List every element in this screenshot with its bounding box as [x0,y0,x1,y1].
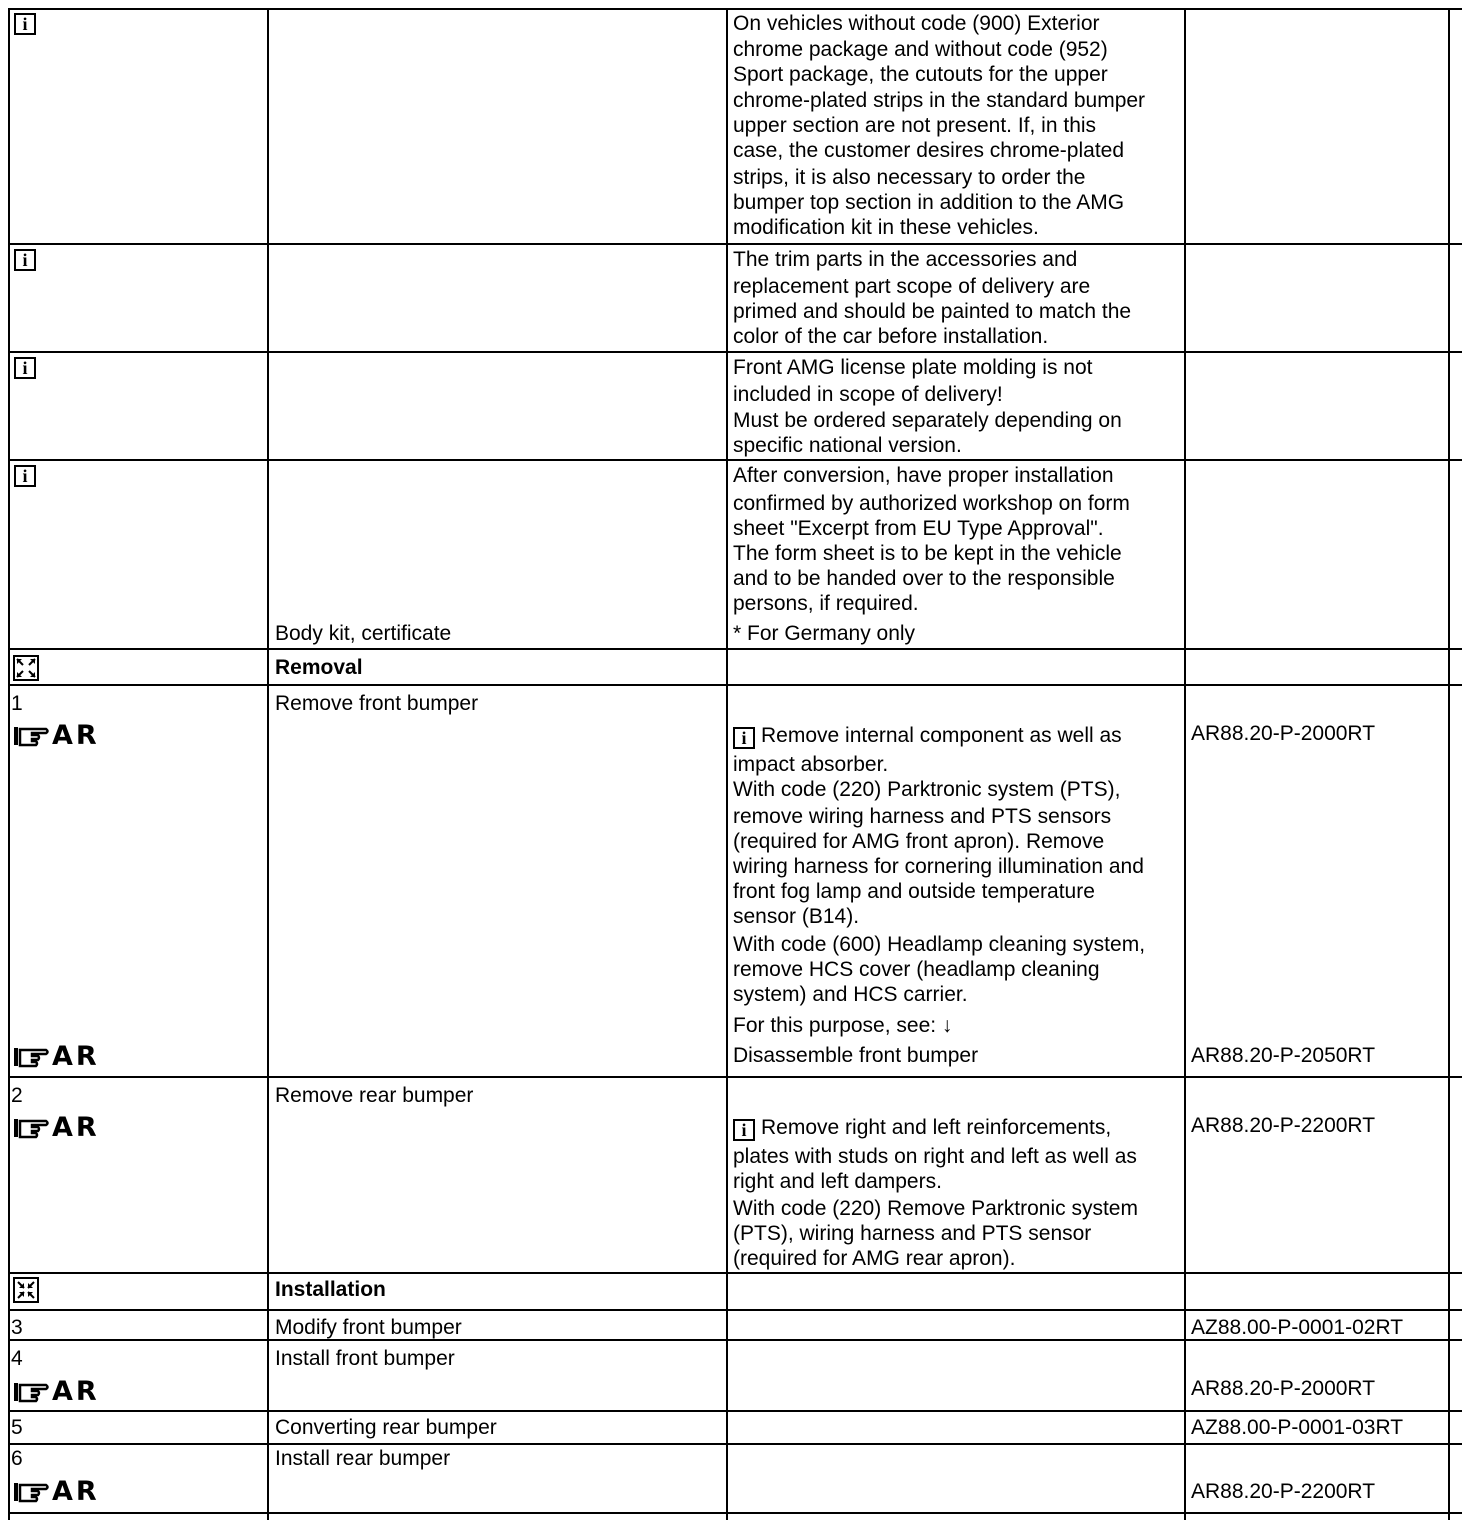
text-line: sheet "Excerpt from EU Type Approval". [733,517,1104,540]
text-line: chrome package and without code (952) [733,38,1108,61]
step-number: 6 [11,1447,23,1470]
text-line-content: Remove internal component as well as [761,724,1122,747]
reference-code: AZ88.00-P-0001-03RT [1191,1416,1404,1439]
text-line: impact absorber. [733,753,889,776]
ar-reference-marker [12,1112,100,1144]
ar-reference-marker [12,1476,100,1508]
info-icon: i [733,727,755,749]
ar-label: AR [52,1041,100,1072]
text-line: included in scope of delivery! [733,383,1003,406]
ar-reference-marker [12,1376,100,1408]
text-line: Sport package, the cutouts for the upper [733,63,1108,86]
text-line: remove HCS cover (headlamp cleaning [733,958,1100,981]
reference-code: AR88.20-P-2000RT [1191,1377,1376,1400]
text-line: confirmed by authorized workshop on form [733,492,1130,515]
row-divider [8,648,1462,650]
info-icon: i [14,13,36,35]
row-description: Install rear bumper [275,1447,451,1470]
pointing-hand-icon [12,1379,50,1405]
text-line: With code (220) Remove Parktronic system [733,1197,1138,1220]
row-description: Remove rear bumper [275,1084,474,1107]
row-divider [8,1272,1462,1274]
pointing-hand-icon [12,723,50,749]
section-heading-installation: Installation [275,1278,386,1301]
text-line: specific national version. [733,434,962,457]
ar-label: AR [52,1376,100,1407]
row-divider [8,1512,1462,1514]
text-line [733,1115,1111,1141]
text-line: (required for AMG front apron). Remove [733,830,1105,853]
text-line: With code (600) Headlamp cleaning system, [733,933,1146,956]
text-line: The trim parts in the accessories and [733,248,1078,271]
text-line: chrome-plated strips in the standard bumper [733,89,1146,112]
reference-code: AR88.20-P-2000RT [1191,722,1376,745]
text-line: system) and HCS carrier. [733,983,968,1006]
text-line: replacement part scope of delivery are [733,275,1091,298]
row-description: Remove front bumper [275,692,479,715]
info-icon: i [14,465,36,487]
text-line: * For Germany only [733,622,916,645]
step-number: 2 [11,1084,23,1107]
column-divider [726,8,728,1520]
text-line: bumper top section in addition to the AMG [733,191,1125,214]
text-line: With code (220) Parktronic system (PTS), [733,778,1121,801]
ar-reference-marker [12,720,100,752]
text-line: For this purpose, see: ↓ [733,1014,953,1037]
text-line: (PTS), wiring harness and PTS sensor [733,1222,1092,1245]
ar-label: AR [52,720,100,751]
row-divider [8,8,1462,10]
step-number: 3 [11,1316,23,1339]
row-divider [8,1410,1462,1412]
ar-label: AR [52,1476,100,1507]
row-description: Converting rear bumper [275,1416,497,1439]
text-line: upper section are not present. If, in this [733,114,1097,137]
text-line: plates with studs on right and left as well as [733,1145,1137,1168]
text-line: front fog lamp and outside temperature [733,880,1095,903]
text-line: persons, if required. [733,592,919,615]
text-line: On vehicles without code (900) Exterior [733,12,1100,35]
row-divider [8,459,1462,461]
text-line: strips, it is also necessary to order the [733,166,1086,189]
row-description: Modify front bumper [275,1316,462,1339]
reference-code: AR88.20-P-2200RT [1191,1114,1376,1137]
text-line: sensor (B14). [733,905,860,928]
reference-code: AZ88.00-P-0001-02RT [1191,1316,1404,1339]
row-divider [8,1443,1462,1445]
text-line: Front AMG license plate molding is not [733,356,1093,379]
ar-reference-marker [12,1041,100,1073]
reference-code: AR88.20-P-2200RT [1191,1480,1376,1503]
text-line: right and left dampers. [733,1170,942,1193]
pointing-hand-icon [12,1115,50,1141]
pointing-hand-icon [12,1044,50,1070]
reference-code: AR88.20-P-2050RT [1191,1044,1376,1067]
text-line: primed and should be painted to match the [733,300,1132,323]
pointing-hand-icon [12,1479,50,1505]
row-divider [8,351,1462,353]
text-line: wiring harness for cornering illumination and [733,855,1144,878]
ar-label: AR [52,1112,100,1143]
text-line: Must be ordered separately depending on [733,409,1122,432]
info-icon: i [14,249,36,271]
info-icon: i [733,1119,755,1141]
section-heading-removal: Removal [275,656,363,679]
text-line [733,723,1122,749]
text-line-content: Remove right and left reinforcements, [761,1116,1112,1139]
column-divider [8,8,10,1520]
info-icon: i [14,357,36,379]
row-divider [8,684,1462,686]
text-line: After conversion, have proper installation [733,464,1114,487]
text-line: modification kit in these vehicles. [733,216,1039,239]
row-divider [8,1076,1462,1078]
text-line: remove wiring harness and PTS sensors [733,805,1112,828]
installation-icon [13,1277,39,1303]
text-line: color of the car before installation. [733,325,1049,348]
text-line: case, the customer desires chrome-plated [733,139,1125,162]
row-divider [8,243,1462,245]
text-line: (required for AMG rear apron). [733,1247,1016,1270]
row-description: Install front bumper [275,1347,455,1370]
text-line: and to be handed over to the responsible [733,567,1115,590]
step-number: 1 [11,692,23,715]
text-line: The form sheet is to be kept in the vehicle [733,542,1122,565]
column-divider [1448,8,1450,1520]
removal-icon [13,655,39,681]
column-divider [267,8,269,1520]
step-number: 5 [11,1416,23,1439]
row-divider [8,1309,1462,1311]
step-number: 4 [11,1347,23,1370]
column-divider [1184,8,1186,1520]
text-line: Disassemble front bumper [733,1044,979,1067]
row-description: Body kit, certificate [275,622,452,645]
